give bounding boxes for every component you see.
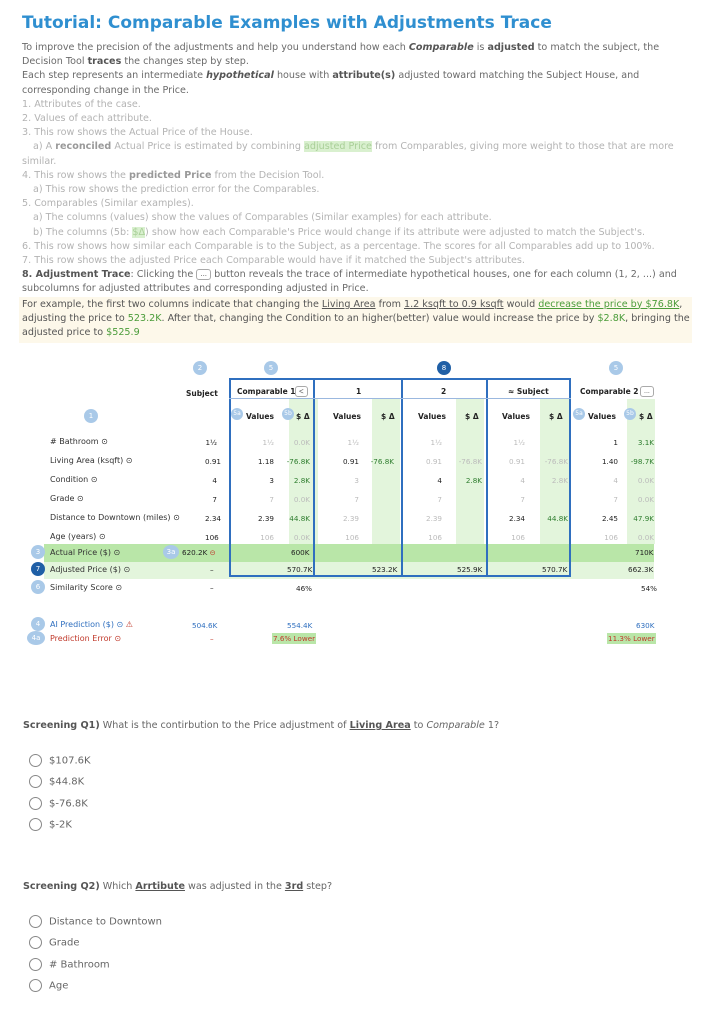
adjusted-price-c1: 570.7K <box>287 565 313 574</box>
actual-price-subject: 620.2K ⊝ <box>182 548 216 557</box>
step-1: 1. Attributes of the case. <box>22 98 141 110</box>
trace-header-line <box>229 398 571 399</box>
actual-price-label: Actual Price ($) ⊙ <box>50 548 121 557</box>
attribute-label: Living Area (ksqft) ⊙ <box>50 456 133 465</box>
similarity-c2: 54% <box>641 584 657 593</box>
info-icon[interactable]: ⊙ <box>170 513 180 522</box>
attribute-label: Condition ⊙ <box>50 475 98 484</box>
cell-c2v: 106 <box>604 533 618 542</box>
radio-button[interactable] <box>29 958 42 971</box>
cell-sd: 2.8K <box>551 476 568 485</box>
step-3: 3. This row shows the Actual Price of the House. <box>22 127 253 139</box>
q2-option-2[interactable]: Grade <box>29 936 80 949</box>
actual-price-c1: 600K <box>291 548 310 557</box>
ai-prediction-subject: 504.6K <box>192 621 218 630</box>
adjusted-price-c2: 662.3K <box>628 565 654 574</box>
cell-sv: 1½ <box>513 438 525 447</box>
trace-divider-3 <box>486 378 488 577</box>
info-icon[interactable]: ⊙ <box>116 620 124 629</box>
badge-5: 5 <box>264 361 278 375</box>
cell-c1v: 7 <box>269 495 274 504</box>
info-icon[interactable]: ⊙ <box>88 475 98 484</box>
cell-c2v: 2.45 <box>601 514 618 523</box>
t1-delta-header: $ Δ <box>381 412 395 421</box>
cell-subject: 0.91 <box>205 457 222 466</box>
ai-prediction-c1: 554.4K <box>287 621 313 630</box>
badge-5a-c2: 5a <box>573 408 585 420</box>
prediction-error-label: Prediction Error ⊙ <box>50 634 122 643</box>
step-3a: a) A reconciled Actual Price is estimated by combining adjusted Price from Comparables, giving more weight to those that are more <box>33 141 674 153</box>
step-7: 7. This row shows the adjusted Price each Comparable would have if it matched the Subject's attributes. <box>22 255 525 267</box>
example-box <box>19 297 692 344</box>
step-5: 5. Comparables (Similar examples). <box>22 198 194 210</box>
comparables-table <box>0 355 713 655</box>
badge-2: 2 <box>193 361 207 375</box>
c1-delta-header: $ Δ <box>296 412 310 421</box>
ai-prediction-c2: 630K <box>636 621 655 630</box>
cell-t2v: 2.39 <box>426 514 443 523</box>
cell-c1v: 1½ <box>262 438 274 447</box>
intro-line-2: Decision Tool traces the changes step by step. <box>22 56 249 68</box>
actual-price-c2: 710K <box>635 548 654 557</box>
cell-sv: 7 <box>520 495 525 504</box>
attribute-label: # Bathroom ⊙ <box>50 437 108 446</box>
step-2: 2. Values of each attribute. <box>22 113 152 125</box>
badge-4a: 4a <box>27 631 45 645</box>
cell-c1d: 44.8K <box>289 514 310 523</box>
cell-subject: 106 <box>205 533 219 542</box>
c1-values-header: Values <box>246 412 274 421</box>
instructions <box>22 41 692 343</box>
info-icon[interactable]: ⊙ <box>114 634 122 643</box>
q1-option-1[interactable]: $107.6K <box>29 754 91 767</box>
info-icon[interactable]: ⊙ <box>74 494 84 503</box>
radio-button[interactable] <box>29 915 42 928</box>
cell-t2v: 7 <box>437 495 442 504</box>
badge-8: 8 <box>437 361 451 375</box>
cell-c1v: 1.18 <box>257 457 274 466</box>
alert-icon: ⚠ <box>125 620 133 629</box>
comparable-2-header: Comparable 2 <box>580 387 639 396</box>
cell-t2d: -76.8K <box>458 457 482 466</box>
cell-c1d: -76.8K <box>286 457 310 466</box>
expand-trace-button[interactable]: ... <box>640 386 654 397</box>
attribute-label: Grade ⊙ <box>50 494 84 503</box>
step-3a-cont: similar. <box>22 155 57 167</box>
page-title: Tutorial: Comparable Examples with Adjustments Trace <box>22 13 552 33</box>
info-icon[interactable]: ⊙ <box>113 548 121 557</box>
cell-c1v: 106 <box>260 533 274 542</box>
cell-subject: 1½ <box>205 438 217 447</box>
badge-5b-c2: 5b <box>624 408 636 420</box>
cell-t1v: 106 <box>345 533 359 542</box>
approx-subject-header: ≈ Subject <box>508 387 549 396</box>
cell-c2v: 1 <box>613 438 618 447</box>
badge-5-right: 5 <box>609 361 623 375</box>
cell-c2d: -98.7K <box>630 457 654 466</box>
cell-t2v: 0.91 <box>426 457 443 466</box>
q1-option-3[interactable]: $-76.8K <box>29 797 88 810</box>
cell-c1d: 2.8K <box>293 476 310 485</box>
example-line-3: adjusted price to $525.9 <box>22 327 140 339</box>
cell-subject: 7 <box>212 495 217 504</box>
question-1: Screening Q1) What is the contirbution to the Price adjustment of Living Area to Comparable 1? <box>23 720 500 731</box>
radio-button[interactable] <box>29 797 42 810</box>
cell-c2d: 3.1K <box>637 438 654 447</box>
cell-c2v: 4 <box>613 476 618 485</box>
cell-sd: -76.8K <box>544 457 568 466</box>
adjusted-price-t2: 525.9K <box>457 565 483 574</box>
cell-subject: 2.34 <box>205 514 222 523</box>
cell-sv: 2.34 <box>509 514 526 523</box>
cell-c2d: 0.0K <box>637 495 654 504</box>
subject-header: Subject <box>186 389 218 398</box>
cell-sv: 106 <box>511 533 525 542</box>
cell-c2v: 1.40 <box>601 457 618 466</box>
cell-t1v: 0.91 <box>342 457 359 466</box>
step-5b: b) The columns (5b: $Δ) show how each Comparable's Price would change if its attribute were adjusted to match the Subject's. <box>33 226 645 238</box>
badge-1: 1 <box>84 409 98 423</box>
cell-t2v: 106 <box>428 533 442 542</box>
step-5a: a) The columns (values) show the values of Comparables (Similar examples) for each attribute. <box>33 212 492 224</box>
radio-button[interactable] <box>29 818 42 831</box>
similarity-label: Similarity Score ⊙ <box>50 583 123 592</box>
badge-3a: 3a <box>163 545 179 559</box>
trace-divider-2 <box>401 378 403 577</box>
s-delta-header: $ Δ <box>549 412 563 421</box>
step-6: 6. This row shows how similar each Comparable is to the Subject, as a percentage. The scores for all Comparables add up to 100%. <box>22 240 655 252</box>
question-2: Screening Q2) Which Arrtibute was adjusted in the 3rd step? <box>23 881 333 892</box>
info-icon[interactable]: ⊙ <box>115 583 123 592</box>
step-8: 8. Adjustment Trace: Clicking the ... button reveals the trace of intermediate hypothetical houses, one for each column (1, 2, ...) and <box>22 269 677 281</box>
cell-c1d: 0.0K <box>293 533 310 542</box>
warning-icon[interactable]: ⊝ <box>209 548 216 557</box>
q2-option-4[interactable]: Age <box>29 979 68 992</box>
cell-c1v: 2.39 <box>257 514 274 523</box>
radio-button[interactable] <box>29 936 42 949</box>
cell-c2d: 0.0K <box>637 533 654 542</box>
radio-button[interactable] <box>29 979 42 992</box>
cell-c2d: 0.0K <box>637 476 654 485</box>
c2-delta-header: $ Δ <box>639 412 653 421</box>
info-icon[interactable]: ⊙ <box>96 532 106 541</box>
ai-prediction-label: AI Prediction ($) ⊙ ⚠ <box>50 620 133 629</box>
cell-t1d: -76.8K <box>370 457 394 466</box>
cell-c2d: 47.9K <box>633 514 654 523</box>
s-values-header: Values <box>502 412 530 421</box>
step-4a: a) This row shows the prediction error for the Comparables. <box>33 184 320 196</box>
q1-option-2[interactable]: $44.8K <box>29 775 84 788</box>
cell-sv: 0.91 <box>509 457 526 466</box>
badge-5a: 5a <box>231 408 243 420</box>
adjusted-price-label: Adjusted Price ($) ⊙ <box>50 565 131 574</box>
attribute-label: Distance to Downtown (miles) ⊙ <box>50 513 180 522</box>
adjusted-price-subject: – <box>210 565 214 574</box>
cell-c2v: 7 <box>613 495 618 504</box>
q1-option-4[interactable]: $-2K <box>29 818 72 831</box>
info-icon[interactable]: ⊙ <box>123 565 131 574</box>
cell-c1v: 3 <box>269 476 274 485</box>
radio-button[interactable] <box>29 775 42 788</box>
q2-option-1[interactable]: Distance to Downtown <box>29 915 162 928</box>
info-icon[interactable]: ⊙ <box>123 456 133 465</box>
cell-t2d: 2.8K <box>465 476 482 485</box>
badge-4: 4 <box>31 617 45 631</box>
comparable-1-header: Comparable 1 <box>237 387 296 396</box>
cell-t1v: 7 <box>354 495 359 504</box>
cell-t2v: 1½ <box>430 438 442 447</box>
cell-sv: 4 <box>520 476 525 485</box>
collapse-trace-button[interactable]: < <box>295 386 308 397</box>
trace-step-1-header: 1 <box>356 387 362 396</box>
info-icon[interactable]: ⊙ <box>98 437 108 446</box>
t2-delta-header: $ Δ <box>465 412 479 421</box>
intro-line-3: Each step represents an intermediate hypothetical house with attribute(s) adjusted toward matching the Subject House, and <box>22 70 640 82</box>
adjusted-price-t1: 523.2K <box>372 565 398 574</box>
cell-t1v: 3 <box>354 476 359 485</box>
cell-t1v: 2.39 <box>342 514 359 523</box>
trace-divider-1 <box>313 378 315 577</box>
radio-button[interactable] <box>29 754 42 767</box>
similarity-c1: 46% <box>296 584 312 593</box>
t1-values-header: Values <box>333 412 361 421</box>
adjusted-price-s: 570.7K <box>542 565 568 574</box>
prediction-error-c2: 11.3% Lower <box>608 634 655 643</box>
cell-t1v: 1½ <box>347 438 359 447</box>
badge-7: 7 <box>31 562 45 576</box>
cell-t2v: 4 <box>437 476 442 485</box>
intro-line-1: To improve the precision of the adjustments and help you understand how each Comparable is adjusted to match the subject, the <box>22 42 660 53</box>
intro-line-4: corresponding change in the Price. <box>22 84 189 96</box>
cell-sd: 44.8K <box>547 514 568 523</box>
cell-subject: 4 <box>212 476 217 485</box>
step-4: 4. This row shows the predicted Price from the Decision Tool. <box>22 169 325 181</box>
step-8-cont: subcolumns for adjusted attributes and corresponding adjusted in Price. <box>22 283 369 295</box>
c2-values-header: Values <box>588 412 616 421</box>
prediction-error-subject: – <box>210 634 214 643</box>
example-line-1: For example, the first two columns indicate that changing the Living Area from 1.2 ksqft to 0.9 ksqft would decrease the price by $76.8K, <box>22 298 683 310</box>
q2-option-3[interactable]: # Bathroom <box>29 958 110 971</box>
t2-values-header: Values <box>418 412 446 421</box>
cell-c1d: 0.0K <box>293 438 310 447</box>
trace-step-2-header: 2 <box>441 387 447 396</box>
badge-6: 6 <box>31 580 45 594</box>
example-line-2: adjusting the price to 523.2K. After that, changing the Condition to an higher(better) value would increase the price by $2.8K, bringing the <box>22 312 690 324</box>
cell-c1d: 0.0K <box>293 495 310 504</box>
badge-5b: 5b <box>282 408 294 420</box>
similarity-subject: – <box>210 583 214 592</box>
prediction-error-c1: 7.6% Lower <box>273 634 316 643</box>
attribute-label: Age (years) ⊙ <box>50 532 106 541</box>
badge-3: 3 <box>31 545 45 559</box>
expand-button-legend: ... <box>196 269 211 280</box>
